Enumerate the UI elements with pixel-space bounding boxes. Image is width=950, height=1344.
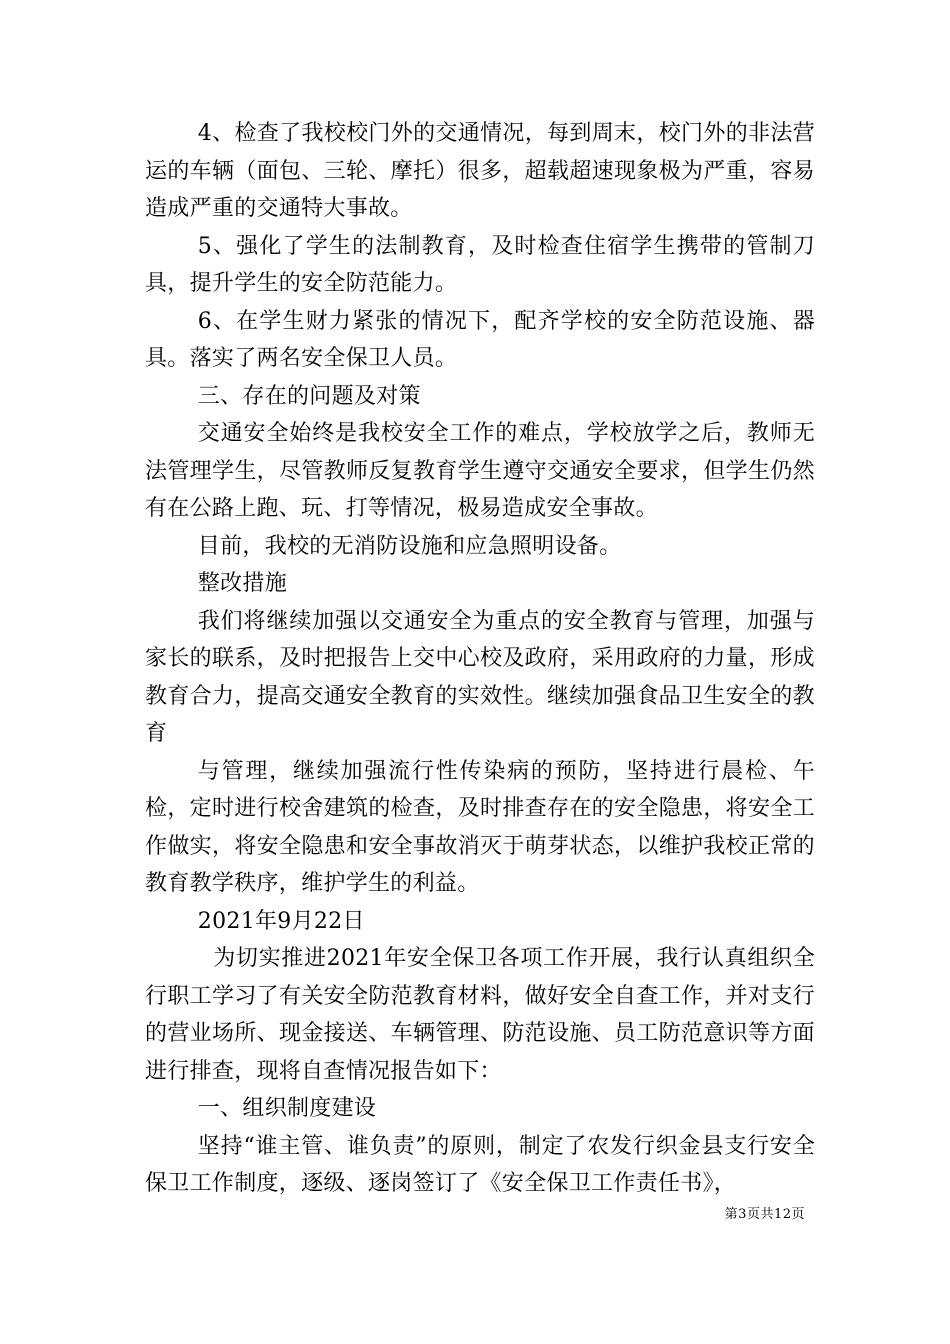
paragraph-management: 与管理，继续加强流行性传染病的预防，坚持进行晨检、午检，定时进行校舍建筑的检查，及时排查存在的安全隐患，将安全工作做实，将安全隐患和安全事故消灭于萌芽状态，以维护我校正常的教育教学秩序，维护学生的利益。: [145, 758, 815, 896]
paragraph-responsibility: 坚持“谁主管、谁负责”的原则，制定了农发行织金县支行安全保卫工作制度，逐级、逐岗签订了《安全保卫工作责任书》，: [145, 1133, 815, 1196]
paragraph-fire-equipment: 目前，我校的无消防设施和应急照明设备。: [197, 533, 622, 559]
paragraph-facilities: 6、在学生财力紧张的情况下，配齐学校的安全防范设施、器具。落实了两名安全保卫人员。: [145, 308, 815, 371]
date-line: 2021年9月22日: [197, 908, 365, 934]
section-heading-rectification: 整改措施: [197, 571, 287, 596]
paragraph-legal-education: 5、强化了学生的法制教育，及时检查住宿学生携带的管制刀具，提升学生的安全防范能力。: [145, 233, 815, 296]
page-number-footer: 第3页共12页: [724, 1207, 805, 1222]
section-heading-problems: 三、存在的问题及对策: [197, 383, 421, 409]
paragraph-traffic-difficulty: 交通安全始终是我校安全工作的难点，学校放学之后，教师无法管理学生，尽管教师反复教育学生遵守交通安全要求，但学生仍然有在公路上跑、玩、打等情况，极易造成安全事故。: [145, 421, 815, 521]
paragraph-measures: 我们将继续加强以交通安全为重点的安全教育与管理，加强与家长的联系，及时把报告上交中心校及政府，采用政府的力量，形成教育合力，提高交通安全教育的实效性。继续加强食品卫生安全的教育: [145, 608, 815, 746]
paragraph-bank-report-intro: 为切实推进2021年安全保卫各项工作开展，我行认真组织全行职工学习了有关安全防范教育材料，做好安全自查工作，并对支行的营业场所、现金接送、车辆管理、防范设施、员工防范意识等方面进行排查，现将自查情况报告如下：: [145, 946, 815, 1084]
section-heading-organization: 一、组织制度建设: [197, 1096, 377, 1121]
paragraph-traffic-check: 4、检查了我校校门外的交通情况，每到周末，校门外的非法营运的车辆（面包、三轮、摩托）很多，超载超速现象极为严重，容易造成严重的交通特大事故。: [145, 121, 815, 221]
document-body: [145, 115, 815, 1203]
